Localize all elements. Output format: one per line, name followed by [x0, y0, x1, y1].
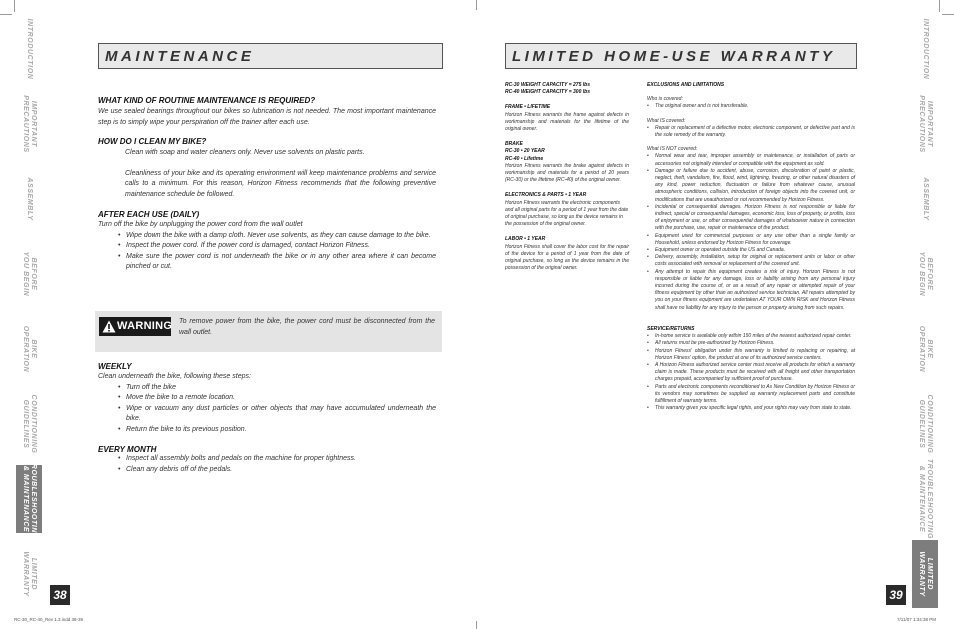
- list-item: • Inspect all assembly bolts and pedals on the machine for proper tightness.: [118, 454, 436, 465]
- list-item: • Any attempt to repair this equipment creates a risk of injury. Horizon Fitness is not responsible or liable for any damage, loss or liability arising from any personal injury incurred during the course of, or as a result of any repair or attempted repair of your fitness equipment by other than an authorized service technician. All repairs attempted by you on your fitness equipment are undertaken AT YOUR OWN RISK and Horizon Fitness shall have no liability for any injury to the person or property arising from such repairs.: [647, 269, 855, 312]
- list-item: • Move the bike to a remote location.: [118, 393, 436, 404]
- paragraph: Turn off the bike by unplugging the power cord from the wall outlet: [98, 221, 303, 228]
- tab-label: INTRODUCTION: [26, 18, 33, 80]
- coverage-text: Horizon Fitness warrants the electronic components and all original parts for a period of 1 year from the date of original purchase, so long as the device remains in the possession of the original owner.: [505, 199, 629, 228]
- left-section-tab[interactable]: [16, 240, 42, 308]
- left-section-tab[interactable]: [16, 165, 42, 233]
- warranty-coverage-column: [505, 82, 629, 272]
- subheading: What IS NOT covered:: [647, 146, 698, 153]
- crop-mark: [0, 14, 12, 15]
- paragraph: Clean with soap and water cleaners only. Never use solvents on plastic parts.: [125, 149, 365, 156]
- tab-label: ASSEMBLY: [922, 177, 929, 221]
- tab-label: TROUBLESHOOTING & MAINTENANCE: [22, 458, 37, 540]
- coverage-text: Horizon Fitness warrants the frame against defects in workmanship and materials for the lifetime of the original owner.: [505, 111, 629, 133]
- coverage-heading: BRAKE: [505, 141, 523, 148]
- capacity-line: RC-40 WEIGHT CAPACITY = 300 lbs: [505, 89, 590, 96]
- list-item: • Wipe or vacuum any dust particles or other objects that may have accumulated underneath the bike.: [118, 404, 436, 425]
- after-use-list: [118, 231, 436, 273]
- paragraph: We use sealed bearings throughout our bikes so lubrication is not needed. The most important maintenance step is to simply wipe your perspiration off the trainer after each use.: [98, 108, 436, 126]
- section-heading: AFTER EACH USE (DAILY): [98, 210, 200, 219]
- tab-label: CONDITIONING GUIDELINES: [918, 394, 933, 454]
- paragraph: Cleanliness of your bike and its operating environment will keep maintenance problems and service calls to a minimum. For this reason, Horizon Fitness recommends that the following preventive maintenance schedule be followed.: [125, 169, 436, 198]
- right-section-tab[interactable]: [912, 315, 938, 383]
- warning-box: [95, 311, 442, 352]
- list-item: • Clean any debris off of the pedals.: [118, 465, 436, 476]
- maintenance-header: [98, 43, 443, 69]
- list-item: • Make sure the power cord is not underneath the bike or in any other area where it can become pinched or cut.: [118, 252, 436, 273]
- list-item: • Repair or replacement of a defective motor, electronic component, or defective part and is the sole remedy of the warranty.: [647, 125, 855, 139]
- warning-triangle-icon: [102, 320, 116, 333]
- tab-label: BEFORE YOU BEGIN: [22, 251, 37, 297]
- right-section-tab[interactable]: [912, 15, 938, 83]
- warranty-header: [505, 43, 857, 69]
- warning-text: To remove power from the bike, the power cord must be disconnected from the wall outlet.: [179, 318, 435, 336]
- section-heading: HOW DO I CLEAN MY BIKE?: [98, 137, 207, 146]
- tab-label: LIMITED WARRANTY: [22, 551, 37, 597]
- tab-label: BIKE OPERATION: [918, 325, 933, 373]
- right-section-tab[interactable]: [912, 165, 938, 233]
- list-item: • The original owner and is not transferable.: [647, 103, 855, 110]
- tab-label: IMPORTANT PRECAUTIONS: [22, 95, 37, 153]
- weekly-list: [118, 383, 436, 436]
- tab-label: TROUBLESHOOTING & MAINTENANCE: [918, 458, 933, 540]
- not-covered-list: [647, 153, 855, 311]
- coverage-heading: FRAME • LIFETIME: [505, 104, 551, 111]
- coverage-heading: RC-30 • 20 YEAR: [505, 148, 545, 155]
- list-item: • A Horizon Fitness authorized service center must receive all products for which a warranty claim is made. These products must be received with all freight and other transportation charges prepaid, accompanied by sufficient proof of purchase.: [647, 362, 855, 384]
- service-heading: SERVICE/RETURNS: [647, 325, 695, 332]
- left-section-tab[interactable]: [16, 15, 42, 83]
- list-item: • In-home service is available only within 150 miles of the nearest authorized repair center.: [647, 333, 855, 340]
- monthly-list: [118, 454, 436, 475]
- list-item: • Normal wear and tear, improper assembly or maintenance, or installation of parts or accessories not originally intended or compatible with the equipment as sold.: [647, 153, 855, 167]
- section-heading: WHAT KIND OF ROUTINE MAINTENANCE IS REQUIRED?: [98, 96, 316, 105]
- left-section-tab[interactable]: [16, 90, 42, 158]
- left-section-tab[interactable]: [16, 390, 42, 458]
- crop-mark: [476, 621, 477, 629]
- tab-label: BIKE OPERATION: [22, 325, 37, 373]
- subheading: Who is covered:: [647, 96, 683, 103]
- list-item: • Horizon Fitness' obligation under this warranty is limited to replacing or repairing, at Horizon Fitness' option, the product at one of its authorized service centers.: [647, 348, 855, 362]
- tab-label: IMPORTANT PRECAUTIONS: [918, 95, 933, 153]
- crop-mark: [14, 0, 15, 12]
- coverage-text: Horizon Fitness shall cover the labor cost for the repair of the device for a period of 1 year from the date of original purchase, so long as the device remains in the possession of the original owner.: [505, 243, 629, 272]
- right-section-tab[interactable]: [912, 390, 938, 458]
- right-page-number: 39: [886, 585, 906, 605]
- crop-mark: [939, 0, 940, 12]
- maintenance-body-2: [98, 362, 436, 475]
- tab-label: LIMITED WARRANTY: [918, 551, 933, 597]
- tab-label: BEFORE YOU BEGIN: [918, 251, 933, 297]
- coverage-heading: LABOR • 1 YEAR: [505, 236, 546, 243]
- list-item: • All returns must be pre-authorized by Horizon Fitness.: [647, 340, 855, 347]
- tab-label: CONDITIONING GUIDELINES: [22, 394, 37, 454]
- list-item: • Equipment used for commercial purposes or any use other than a single family or Household, unless endorsed by Horizon Fitness for coverage.: [647, 233, 855, 247]
- crop-mark: [942, 14, 954, 15]
- left-section-tab[interactable]: [16, 458, 42, 540]
- section-heading: WEEKLY: [98, 362, 132, 371]
- paragraph: Clean underneath the bike, following these steps:: [98, 373, 251, 380]
- list-item: • Inspect the power cord. If the power cord is damaged, contact Horizon Fitness.: [118, 241, 436, 252]
- what-list: [647, 125, 855, 139]
- footer-slug-left: RC-30_RC-40_Rev 1.3.indd 38-39: [14, 617, 84, 622]
- list-item: • Turn off the bike: [118, 383, 436, 394]
- right-section-tab[interactable]: [912, 90, 938, 158]
- tab-label: INTRODUCTION: [922, 18, 929, 80]
- right-section-tab[interactable]: [912, 458, 938, 540]
- coverage-heading: RC-40 • Lifetime: [505, 155, 544, 162]
- footer-slug-right: 7/11/07 1:34:38 PM: [897, 617, 936, 622]
- left-section-tab[interactable]: [16, 315, 42, 383]
- right-section-tab[interactable]: [912, 240, 938, 308]
- section-heading: EVERY MONTH: [98, 445, 157, 454]
- capacity-line: RC-30 WEIGHT CAPACITY = 275 lbs: [505, 82, 590, 88]
- list-item: • Incidental or consequential damages. Horizon Fitness is not responsible or liable for indirect, special or consequential damages, economic loss, loss of property, or profits, loss of enjoyment or use, or other consequential damages of whatsoever nature in connection with the purchase, use, repair or maintenance of the product.: [647, 204, 855, 233]
- coverage-text: Horizon Fitness warrants the brake against defects in workmanship and materials for a period of 20 years (RC-30) or the lifetime (RC-40) of the original owner.: [505, 162, 629, 184]
- right-section-tab[interactable]: [912, 540, 938, 608]
- warning-label: [99, 317, 171, 336]
- who-list: [647, 103, 855, 110]
- tab-label: ASSEMBLY: [26, 177, 33, 221]
- left-section-tab[interactable]: [16, 540, 42, 608]
- page-title: LIMITED HOME-USE WARRANTY: [512, 48, 836, 65]
- maintenance-body: [98, 96, 436, 273]
- list-item: • Delivery, assembly, installation, setup for original or replacement units or labor or other costs associated with removal or replacement of the covered unit.: [647, 254, 855, 268]
- warranty-exclusions-column: [647, 82, 855, 412]
- list-item: • This warranty gives you specific legal rights, and your rights may vary from state to state.: [647, 405, 855, 412]
- list-item: • Parts and electronic components reconditioned to As New Condition by Horizon Fitness or its vendors may sometimes be supplied as warranty replacement parts and constitute fulfillment of warranty terms.: [647, 384, 855, 406]
- list-item: • Return the bike to its previous position.: [118, 425, 436, 436]
- left-page-number: 38: [50, 585, 70, 605]
- warning-word: WARNING: [117, 320, 173, 332]
- list-item: • Wipe down the bike with a damp cloth. Never use solvents, as they can cause damage to the bike.: [118, 231, 436, 242]
- page-title: MAINTENANCE: [105, 48, 255, 65]
- crop-mark: [476, 0, 477, 10]
- coverage-heading: ELECTRONICS & PARTS • 1 YEAR: [505, 192, 587, 199]
- list-item: • Damage or failure due to accident, abuse, corrosion, discoloration of paint or plastic, neglect, theft, vandalism, fire, flood, wind, lightning, freezing, or other natural disasters of any kind, power reduction, fluctuation or failure from whatever cause, unusual atmospheric conditions, collision, introduction of foreign objects into the covered unit, or modifications that are unauthorized or not recommended by Horizon Fitness.: [647, 168, 855, 204]
- list-item: • Equipment owner or operated outside the US and Canada.: [647, 247, 855, 254]
- subheading: What IS covered:: [647, 117, 686, 124]
- service-list: [647, 333, 855, 412]
- exclusions-heading: EXCLUSIONS AND LIMITATIONS: [647, 82, 725, 88]
